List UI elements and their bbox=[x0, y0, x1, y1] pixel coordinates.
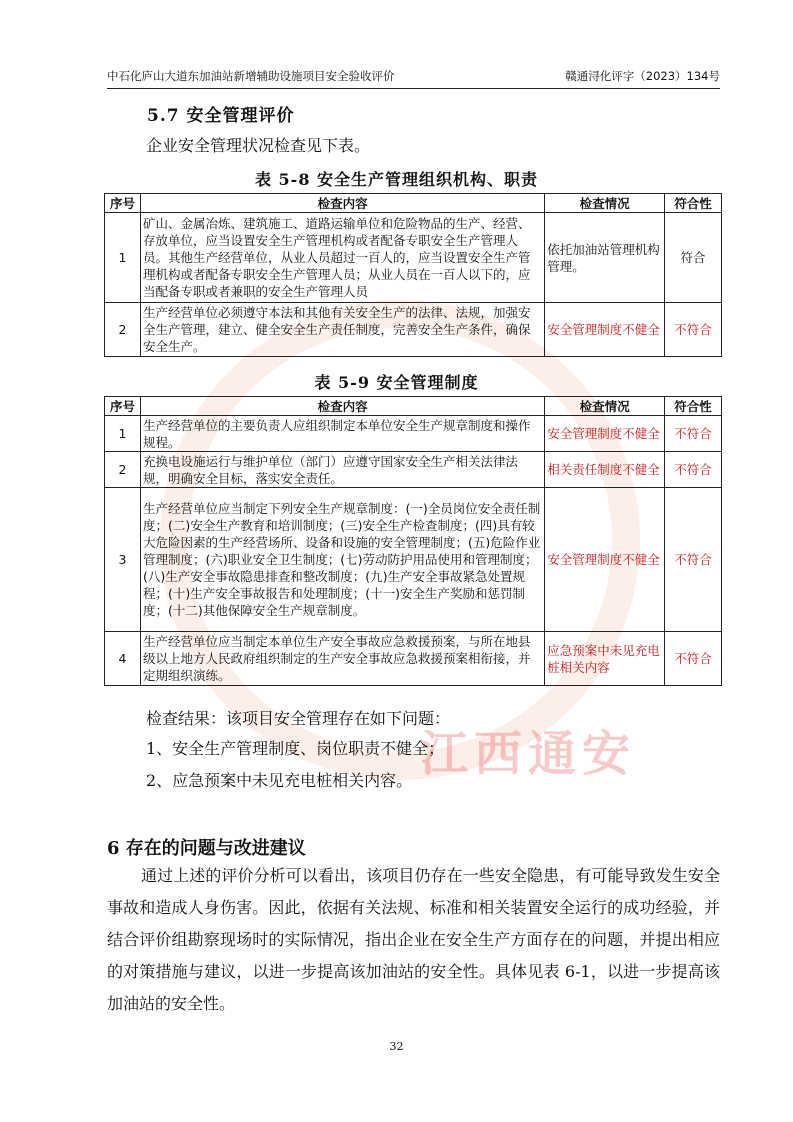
row-status: 安全管理制度不健全 bbox=[545, 416, 665, 452]
section-intro: 企业安全管理状况检查见下表。 bbox=[146, 136, 371, 155]
conclusion-item: 2、应急预案中未见充电桩相关内容。 bbox=[146, 771, 413, 790]
row-content: 矿山、金属冶炼、建筑施工、道路运输单位和危险物品的生产、经营、存放单位，应当设置安全生产管理机构或者配备专职安全生产管理人员。其他生产经营单位，从业人员超过一百人的，应当设置安全生产管理机构或者配备专职安全生产管理人员；从业人员在一百人以下的，应当配备专职或者兼职的安全生产管理人员 bbox=[140, 213, 544, 303]
row-number: 2 bbox=[105, 452, 141, 488]
section-title: 5.7 安全管理评价 bbox=[147, 106, 295, 126]
table-organization bbox=[104, 193, 722, 357]
row-status: 安全管理制度不健全 bbox=[545, 488, 665, 632]
header-report-number: 赣通浔化评字（2023）134号 bbox=[565, 69, 720, 83]
row-content: 生产经营单位应当制定本单位生产安全事故应急救援预案，与所在地县级以上地方人民政府组织制定的生产安全事故应急救援预案相衔接，并定期组织演练。 bbox=[140, 632, 544, 686]
col-header-content: 检查内容 bbox=[140, 397, 544, 416]
row-content: 充换电设施运行与维护单位（部门）应遵守国家安全生产相关法律法规，明确安全目标，落实安全责任。 bbox=[140, 452, 544, 488]
table-header-row bbox=[105, 397, 722, 416]
row-result: 不符合 bbox=[665, 632, 722, 686]
col-header-result: 符合性 bbox=[665, 194, 722, 213]
col-header-no: 序号 bbox=[105, 194, 141, 213]
row-status: 相关责任制度不健全 bbox=[545, 452, 665, 488]
col-header-result: 符合性 bbox=[665, 397, 722, 416]
table-row bbox=[105, 488, 722, 632]
row-number: 1 bbox=[105, 213, 141, 303]
watermark-text: 江西通安 bbox=[420, 726, 637, 782]
page-number: 32 bbox=[389, 1040, 404, 1053]
row-result: 不符合 bbox=[665, 488, 722, 632]
row-status: 依托加油站管理机构管理。 bbox=[545, 213, 665, 303]
header-left-title: 中石化庐山大道东加油站新增辅助设施项目安全验收评价 bbox=[107, 69, 395, 83]
row-number: 2 bbox=[105, 303, 141, 357]
chapter-title: 6 存在的问题与改进建议 bbox=[107, 838, 306, 859]
row-content: 生产经营单位应当制定下列安全生产规章制度：(一)全员岗位安全责任制度；(二)安全生产教育和培训制度；(三)安全生产检查制度；(四)具有较大危险因素的生产经营场所、设备和设施的安全管理制度；(五)危险作业管理制度；(六)职业安全卫生制度；(七)劳动防护用品使用和管理制度；(八)生产安全事故隐患排查和整改制度；(九)生产安全事故紧急处置规程；(十)生产安全事故报告和处理制度；(十一)安全生产奖励和惩罚制度；(十二)其他保障安全生产规章制度。 bbox=[140, 488, 544, 632]
row-number: 1 bbox=[105, 416, 141, 452]
col-header-status: 检查情况 bbox=[545, 397, 665, 416]
col-header-status: 检查情况 bbox=[545, 194, 665, 213]
row-status: 应急预案中未见充电桩相关内容 bbox=[545, 632, 665, 686]
chapter-paragraph: 通过上述的评价分析可以看出，该项目仍存在一些安全隐患，有可能导致发生安全事故和造成人身伤害。因此，依据有关法规、标准和相关装置安全运行的成功经验，并结合评价组勘察现场时的实际情况，指出企业在安全生产方面存在的问题，并提出相应的对策措施与建议，以进一步提高该加油站的安全性。具体见表 6-1，以进一步提高该加油站的安全性。 bbox=[107, 866, 720, 1013]
table-row bbox=[105, 303, 722, 357]
row-content: 生产经营单位的主要负责人应组织制定本单位安全生产规章制度和操作规程。 bbox=[140, 416, 544, 452]
table-row bbox=[105, 213, 722, 303]
row-status: 安全管理制度不健全 bbox=[545, 303, 665, 357]
table-header-row bbox=[105, 194, 722, 213]
table-safety-rules bbox=[104, 396, 722, 686]
row-result: 不符合 bbox=[665, 416, 722, 452]
col-header-content: 检查内容 bbox=[140, 194, 544, 213]
row-number: 4 bbox=[105, 632, 141, 686]
conclusion-lead: 检查结果：该项目安全管理存在如下问题： bbox=[146, 709, 451, 728]
table2-caption: 表 5-9 安全管理制度 bbox=[314, 373, 479, 392]
table-row bbox=[105, 632, 722, 686]
page-header bbox=[107, 66, 720, 89]
row-content: 生产经营单位必须遵守本法和其他有关安全生产的法律、法规，加强安全生产管理，建立、健全安全生产责任制度，完善安全生产条件，确保安全生产。 bbox=[140, 303, 544, 357]
row-result: 符合 bbox=[665, 213, 722, 303]
col-header-no: 序号 bbox=[105, 397, 141, 416]
table1-caption: 表 5-8 安全生产管理组织机构、职责 bbox=[254, 170, 539, 189]
conclusion-item: 1、安全生产管理制度、岗位职责不健全； bbox=[146, 739, 445, 758]
row-result: 不符合 bbox=[665, 303, 722, 357]
table-row bbox=[105, 416, 722, 452]
row-number: 3 bbox=[105, 488, 141, 632]
table-row bbox=[105, 452, 722, 488]
row-result: 不符合 bbox=[665, 452, 722, 488]
